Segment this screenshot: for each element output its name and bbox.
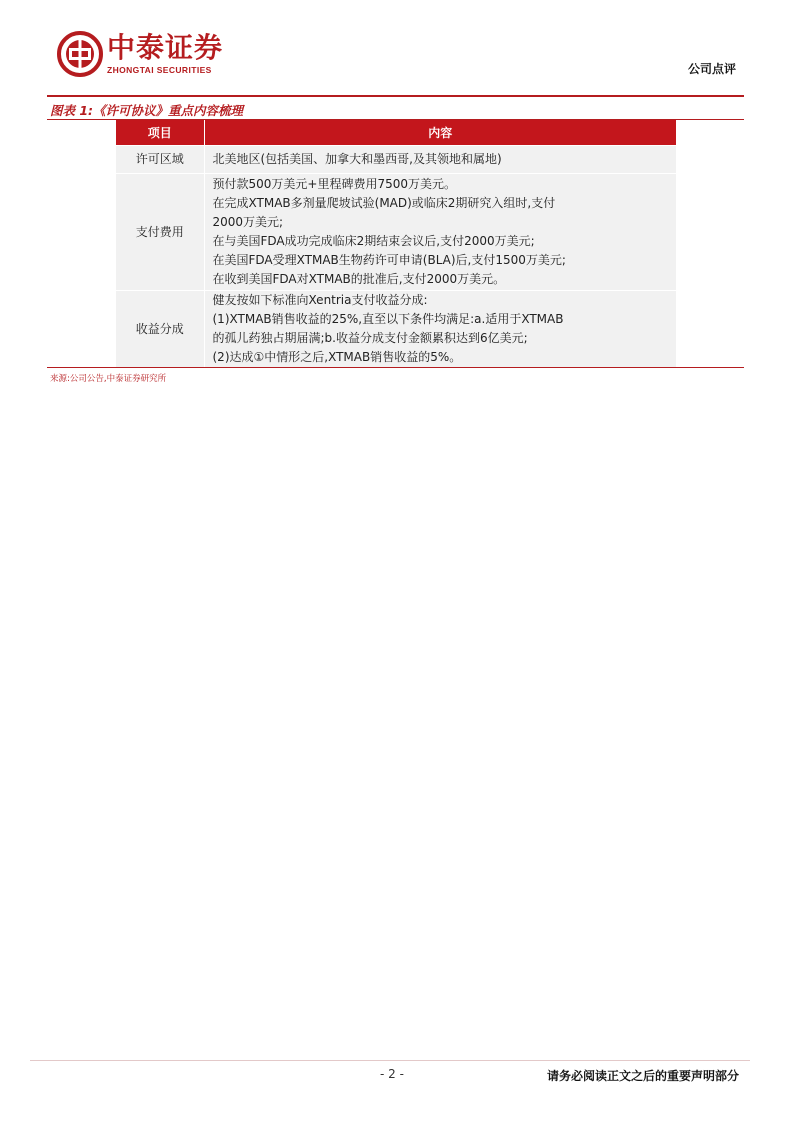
header-divider [47,95,744,97]
footer-divider [30,1060,750,1061]
logo-english-name: ZHONGTAI SECURITIES [107,65,212,75]
table-row [116,291,676,368]
content-line: 预付款500万美元+里程碑费用7500万美元。 [212,177,456,191]
table-header-row [116,120,676,146]
content-line: 在完成XTMAB多剂量爬坡试验(MAD)或临床2期研究入组时,支付 [212,196,556,210]
row-content [204,291,676,368]
content-line: 北美地区(包括美国、加拿大和墨西哥,及其领地和属地) [212,152,502,166]
figure-source-note: 来源:公司公告,中泰证券研究所 [50,374,167,384]
table-row [116,174,676,291]
disclaimer-notice: 请务必阅读正文之后的重要声明部分 [546,1069,739,1083]
zhongtai-logo-icon [57,31,103,77]
logo-chinese-name: 中泰证券 [107,31,224,64]
content-line: 2000万美元; [212,215,284,229]
content-line: 在收到美国FDA对XTMAB的批准后,支付2000万美元。 [212,272,506,286]
column-header-item: 项目 [116,120,204,146]
license-terms-table [116,120,676,367]
figure-bottom-rule [47,367,744,368]
content-line: 在美国FDA受理XTMAB生物药许可申请(BLA)后,支付1500万美元; [212,253,566,267]
column-header-content: 内容 [204,120,676,146]
content-line: 在与美国FDA成功完成临床2期结束会议后,支付2000万美元; [212,234,535,248]
content-line: 健友按如下标准向Xentria支付收益分成: [212,293,428,307]
content-line: (1)XTMAB销售收益的25%,直至以下条件均满足:a.适用于XTMAB [212,312,564,326]
row-label: 收益分成 [116,291,204,368]
table-row [116,146,676,174]
row-label: 许可区域 [116,146,204,174]
page-number: - 2 - [380,1067,404,1081]
content-line: 的孤儿药独占期届满;b.收益分成支付金额累积达到6亿美元; [212,331,528,345]
document-type-label: 公司点评 [687,62,736,76]
figure-title: 图表 1:《许可协议》重点内容梳理 [50,103,244,118]
company-logo [57,31,237,79]
row-label: 支付费用 [116,174,204,291]
content-line: (2)达成①中情形之后,XTMAB销售收益的5%。 [212,350,462,364]
row-content [204,174,676,291]
row-content [204,146,676,174]
